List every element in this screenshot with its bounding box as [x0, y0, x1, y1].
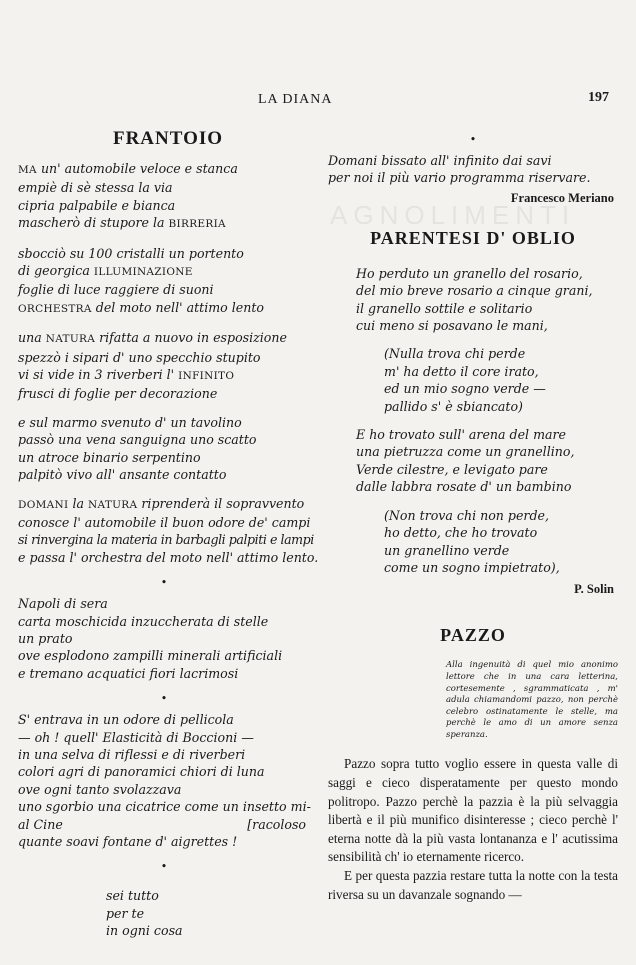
verse-line: un atroce binario serpentino: [18, 449, 201, 465]
verse-line: un granellino verde: [384, 542, 510, 558]
verse-line: Ho perduto un granello del rosario,: [356, 265, 583, 281]
verse-line: si rinvergina la materia in barbagli palpiti e lampi: [18, 532, 314, 548]
verse-line: carta moschicida inzuccherata di stelle: [18, 613, 269, 629]
verse-line: una NATURA rifatta a nuovo in esposizione: [18, 330, 287, 346]
stanza-6: [18, 595, 310, 682]
verse-line: in ogni cosa: [106, 923, 183, 939]
stanza-d: [384, 507, 618, 577]
verse-line: un prato: [18, 630, 73, 646]
verse-line: di georgica ILLUMINAZIONE: [18, 263, 193, 279]
verse-line: sei tutto: [106, 888, 159, 904]
verse-line: sbocciò su 100 cristalli un portento: [18, 245, 244, 261]
dedication: Alla ingenuità di quel mio anonimo lettore che in una cara letterina, cortesemente , sgrammaticata , m' adula chiamandomi pazzo, non perchè celebro ostinatamente le stelle, ma perchè le amo di un amore senza speranza.: [446, 660, 618, 740]
turnover-word: [racoloso: [247, 816, 306, 832]
bleed-through-text: AGNOLIMENTI: [330, 200, 576, 230]
running-title: LA DIANA: [258, 92, 333, 107]
verse-line: cipria palpabile e bianca: [18, 197, 176, 213]
stanza-b: [384, 345, 618, 415]
prose-title-pazzo: PAZZO: [440, 625, 506, 646]
verse-line: (Non trova chi non perde,: [384, 507, 549, 523]
verse-line: quante soavi fontane d' aigrettes !: [18, 834, 238, 849]
section-separator: •: [160, 692, 168, 706]
verse-line: come un sogno impietrato),: [384, 559, 560, 575]
prose-paragraph: Pazzo sopra tutto voglio essere in questa valle di saggi e cieco disperatamente per questo mondo politropo. Pazzo perchè la pazzia è la più selvaggia libertà e il più munifico disinteresse ; cieco perchè l' eterna notte dà la più vasta lontananza e l' acutissima sensibilità ch' io eternamente ricerco.: [328, 756, 618, 865]
stanza-1: [18, 160, 310, 234]
verse-line: (Nulla trova chi perde: [384, 346, 526, 362]
verse-line: pallido s' è sbiancato): [384, 398, 523, 414]
verse-line: cui meno si posavano le mani,: [356, 318, 548, 334]
stanza-8: [106, 887, 310, 939]
verse-line: Domani bissato all' infinito dai savi: [328, 153, 552, 168]
verse-line: m' ha detto il core irato,: [384, 363, 539, 379]
verse-line: colori agri di panoramici chiori di luna: [18, 764, 265, 780]
verse-line: in una selva di riflessi e di riverberi: [18, 746, 246, 762]
stanza-c: [356, 426, 618, 496]
verse-line: foglie di luce raggiere di suoni: [18, 282, 214, 298]
verse-line: E ho trovato sull' arena del mare: [356, 427, 566, 443]
page-header: [0, 92, 636, 112]
left-column: [18, 128, 319, 951]
verse-line: del mio breve rosario a cinque grani,: [356, 283, 593, 299]
verse-line: per te: [106, 905, 145, 921]
verse-line: conosce l' automobile il buon odore de' campi: [18, 514, 311, 530]
verse-line: uno sgorbio una cicatrice come un insetto mi-: [18, 799, 311, 815]
verse-line: spezzò i sipari d' uno specchio stupito: [18, 349, 261, 365]
verse-line: Napoli di sera: [18, 596, 108, 612]
poem-title-frantoio: FRANTOIO: [112, 128, 224, 149]
author-signature: Francesco Meriano: [510, 190, 614, 205]
verse-line: palpitò vivo all' ansante contatto: [18, 467, 227, 483]
verse-line: al Cine [racoloso: [18, 816, 306, 832]
poem-ending: [328, 152, 618, 187]
prose-body: [328, 755, 618, 904]
prose-paragraph: E per questa pazzia restare tutta la notte con la testa riversa su un davanzale sognando —: [328, 868, 618, 902]
stanza-2: [18, 245, 310, 319]
verse-line: DOMANI la NATURA riprenderà il sopravvento: [18, 495, 305, 511]
verse-line: mascherò di stupore la BIRRERIA: [18, 215, 226, 231]
verse-line: ove esplodono zampilli minerali artificiali: [18, 648, 283, 664]
stanza-5: [18, 495, 319, 567]
verse-line: e sul marmo svenuto d' un tavolino: [18, 414, 242, 430]
verse-line: e tremano acquatici fiori lacrimosi: [18, 665, 239, 681]
section-separator: •: [160, 576, 168, 590]
verse-line: ove ogni tanto svolazzava: [18, 781, 182, 797]
stanza-7: [18, 711, 310, 850]
verse-line: S' entrava in un odore di pellicola: [18, 712, 234, 728]
author-signature: P. Solin: [574, 582, 614, 597]
right-column: [328, 132, 618, 904]
verse-line: il granello sottile e solitario: [356, 300, 533, 316]
verse-line: empiè di sè stessa la via: [18, 180, 173, 196]
section-separator: •: [469, 133, 477, 146]
verse-line: ORCHESTRA del moto nell' attimo lento: [18, 299, 264, 315]
verse-line: Verde cilestre, e levigato pare: [356, 461, 548, 477]
verse-line: frusci di foglie per decorazione: [18, 386, 218, 402]
verse-line: per noi il più vario programma riservare.: [328, 170, 591, 186]
verse-line: ho detto, che ho trovato: [384, 525, 538, 541]
section-separator: •: [160, 860, 168, 874]
verse-line: una pietruzza come un granellino,: [356, 444, 575, 460]
stanza-4: [18, 414, 310, 484]
poem-title-parentesi: PARENTESI D' OBLIO: [370, 227, 576, 248]
page-number: 197: [588, 90, 609, 105]
verse-line: ed un mio sogno verde —: [384, 381, 546, 397]
verse-line: vi si vide in 3 riverberi l' INFINITO: [18, 367, 235, 383]
stanza-a: [356, 265, 618, 335]
verse-line: e passa l' orchestra del moto nell' attimo lento.: [18, 549, 319, 565]
verse-line: passò una vena sanguigna uno scatto: [18, 432, 257, 448]
verse-line: — oh ! quell' Elasticità di Boccioni —: [18, 729, 254, 745]
verse-line: MA un' automobile veloce e stanca: [18, 161, 238, 176]
stanza-3: [18, 329, 310, 403]
verse-line: dalle labbra rosate d' un bambino: [356, 479, 572, 495]
